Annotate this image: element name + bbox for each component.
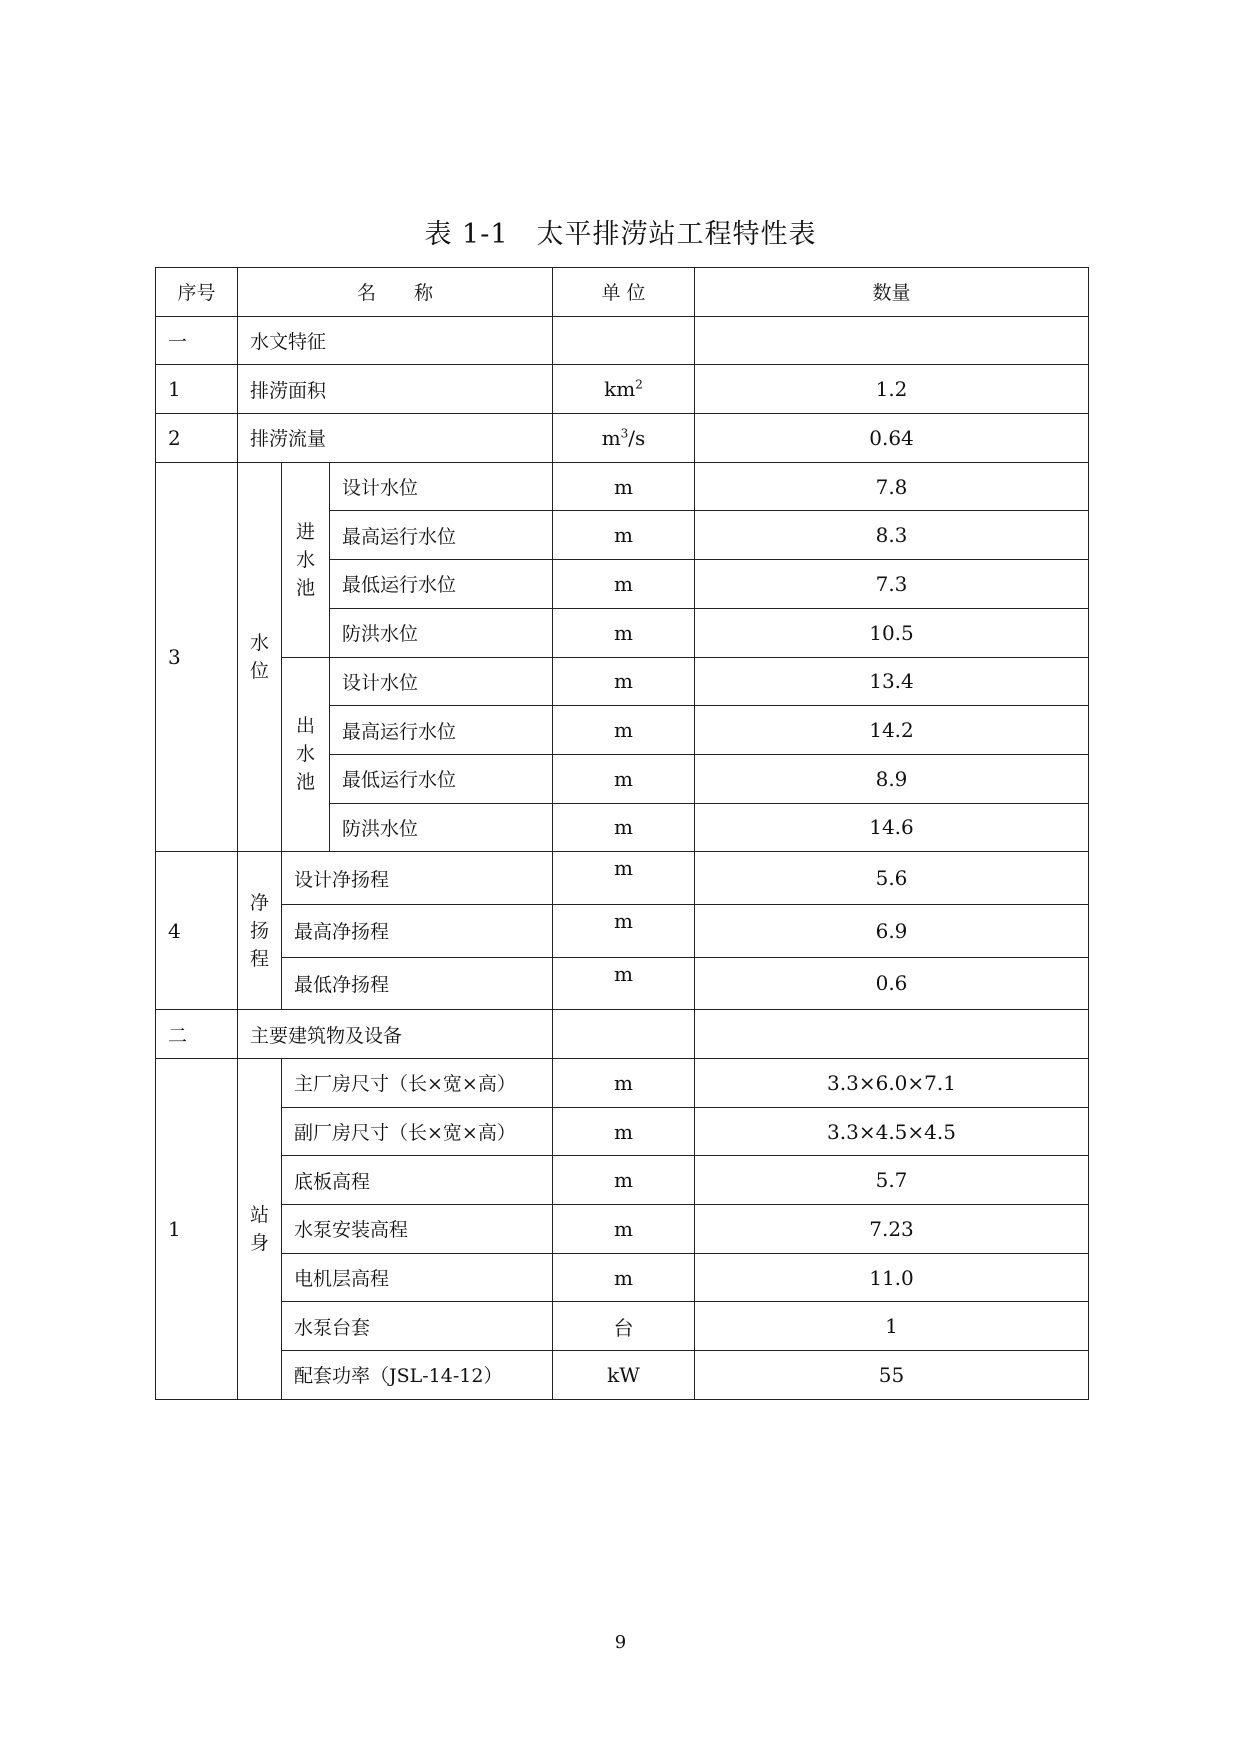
qty-cell: 5.7 bbox=[695, 1156, 1089, 1205]
section-row bbox=[156, 316, 1089, 365]
unit-cell: m bbox=[553, 462, 695, 511]
name-cell: 排涝面积 bbox=[238, 365, 553, 414]
group-label-inlet-pool: 进 水 池 bbox=[282, 462, 330, 657]
unit-cell: m bbox=[553, 1156, 695, 1205]
header-unit: 单 位 bbox=[553, 268, 695, 317]
unit-cell: 台 bbox=[553, 1302, 695, 1351]
qty-cell bbox=[695, 1010, 1089, 1059]
table-row bbox=[156, 957, 1089, 1010]
seq-cell: 3 bbox=[156, 462, 238, 852]
qty-cell: 13.4 bbox=[695, 657, 1089, 706]
qty-cell: 7.8 bbox=[695, 462, 1089, 511]
name-cell: 防洪水位 bbox=[330, 803, 553, 852]
table-row bbox=[156, 1156, 1089, 1205]
qty-cell: 3.3×4.5×4.5 bbox=[695, 1107, 1089, 1156]
qty-cell: 55 bbox=[695, 1351, 1089, 1400]
table-row bbox=[156, 1107, 1089, 1156]
unit-cell bbox=[553, 316, 695, 365]
table-row bbox=[156, 1302, 1089, 1351]
name-cell: 最低运行水位 bbox=[330, 560, 553, 609]
table-row bbox=[156, 1059, 1089, 1108]
qty-cell: 8.9 bbox=[695, 754, 1089, 803]
table-row bbox=[156, 365, 1089, 414]
unit-cell: kW bbox=[553, 1351, 695, 1400]
section-row bbox=[156, 1010, 1089, 1059]
unit-cell: m bbox=[553, 852, 695, 905]
seq-cell: 2 bbox=[156, 414, 238, 463]
header-name: 名 称 bbox=[238, 268, 553, 317]
qty-cell: 8.3 bbox=[695, 511, 1089, 560]
name-cell: 最低运行水位 bbox=[330, 754, 553, 803]
name-cell: 水泵安装高程 bbox=[282, 1205, 553, 1254]
name-cell: 底板高程 bbox=[282, 1156, 553, 1205]
seq-cell: 二 bbox=[156, 1010, 238, 1059]
qty-cell bbox=[695, 316, 1089, 365]
qty-cell: 3.3×6.0×7.1 bbox=[695, 1059, 1089, 1108]
name-cell: 最高运行水位 bbox=[330, 511, 553, 560]
table-row bbox=[156, 462, 1089, 511]
table-row bbox=[156, 1253, 1089, 1302]
name-cell: 最低净扬程 bbox=[282, 957, 553, 1010]
name-cell: 配套功率（JSL-14-12） bbox=[282, 1351, 553, 1400]
unit-cell: $m^3/s$ bbox=[553, 414, 695, 463]
qty-cell: 7.23 bbox=[695, 1205, 1089, 1254]
qty-cell: 7.3 bbox=[695, 560, 1089, 609]
group-label-outlet-pool: 出 水 池 bbox=[282, 657, 330, 852]
name-cell: 主厂房尺寸（长×宽×高） bbox=[282, 1059, 553, 1108]
name-cell: 副厂房尺寸（长×宽×高） bbox=[282, 1107, 553, 1156]
name-cell: 水泵台套 bbox=[282, 1302, 553, 1351]
header-row bbox=[156, 268, 1089, 317]
unit-cell: m bbox=[553, 511, 695, 560]
name-cell: 防洪水位 bbox=[330, 608, 553, 657]
unit-cell: m bbox=[553, 957, 695, 1010]
unit-cell: m bbox=[553, 754, 695, 803]
name-cell: 设计水位 bbox=[330, 657, 553, 706]
unit-cell bbox=[553, 1010, 695, 1059]
qty-cell: 14.2 bbox=[695, 706, 1089, 755]
group-label-water-level: 水 位 bbox=[238, 462, 282, 852]
header-seq: 序号 bbox=[156, 268, 238, 317]
unit-cell: m bbox=[553, 657, 695, 706]
group-label-net-head: 净 扬 程 bbox=[238, 852, 282, 1010]
name-cell: 主要建筑物及设备 bbox=[238, 1010, 553, 1059]
qty-cell: 10.5 bbox=[695, 608, 1089, 657]
seq-cell: 一 bbox=[156, 316, 238, 365]
name-cell: 设计净扬程 bbox=[282, 852, 553, 905]
unit-cell: m bbox=[553, 560, 695, 609]
seq-cell: 1 bbox=[156, 1059, 238, 1400]
unit-cell: m bbox=[553, 803, 695, 852]
unit-cell: m bbox=[553, 1253, 695, 1302]
table-title: 表 1-1 太平排涝站工程特性表 bbox=[424, 219, 817, 250]
unit-cell: $km^2$ bbox=[553, 365, 695, 414]
unit-cell: m bbox=[553, 706, 695, 755]
unit-cell: m bbox=[553, 1205, 695, 1254]
name-cell: 排涝流量 bbox=[238, 414, 553, 463]
name-cell: 最高净扬程 bbox=[282, 904, 553, 957]
seq-cell: 4 bbox=[156, 852, 238, 1010]
table-row bbox=[156, 904, 1089, 957]
qty-cell: 14.6 bbox=[695, 803, 1089, 852]
name-cell: 水文特征 bbox=[238, 316, 553, 365]
name-cell: 最高运行水位 bbox=[330, 706, 553, 755]
qty-cell: 5.6 bbox=[695, 852, 1089, 905]
table-row bbox=[156, 657, 1089, 706]
qty-cell: 6.9 bbox=[695, 904, 1089, 957]
characteristics-table bbox=[155, 267, 1089, 1400]
table-row bbox=[156, 414, 1089, 463]
qty-cell: 0.6 bbox=[695, 957, 1089, 1010]
table-row bbox=[156, 1351, 1089, 1400]
seq-cell: 1 bbox=[156, 365, 238, 414]
unit-cell: m bbox=[553, 1059, 695, 1108]
group-label-station-body: 站 身 bbox=[238, 1059, 282, 1400]
header-qty: 数量 bbox=[695, 268, 1089, 317]
qty-cell: 1 bbox=[695, 1302, 1089, 1351]
table-row bbox=[156, 852, 1089, 905]
qty-cell: 11.0 bbox=[695, 1253, 1089, 1302]
name-cell: 电机层高程 bbox=[282, 1253, 553, 1302]
qty-cell: 1.2 bbox=[695, 365, 1089, 414]
page-number: 9 bbox=[614, 1632, 627, 1653]
qty-cell: 0.64 bbox=[695, 414, 1089, 463]
name-cell: 设计水位 bbox=[330, 462, 553, 511]
unit-cell: m bbox=[553, 608, 695, 657]
table-row bbox=[156, 1205, 1089, 1254]
unit-cell: m bbox=[553, 1107, 695, 1156]
unit-cell: m bbox=[553, 904, 695, 957]
